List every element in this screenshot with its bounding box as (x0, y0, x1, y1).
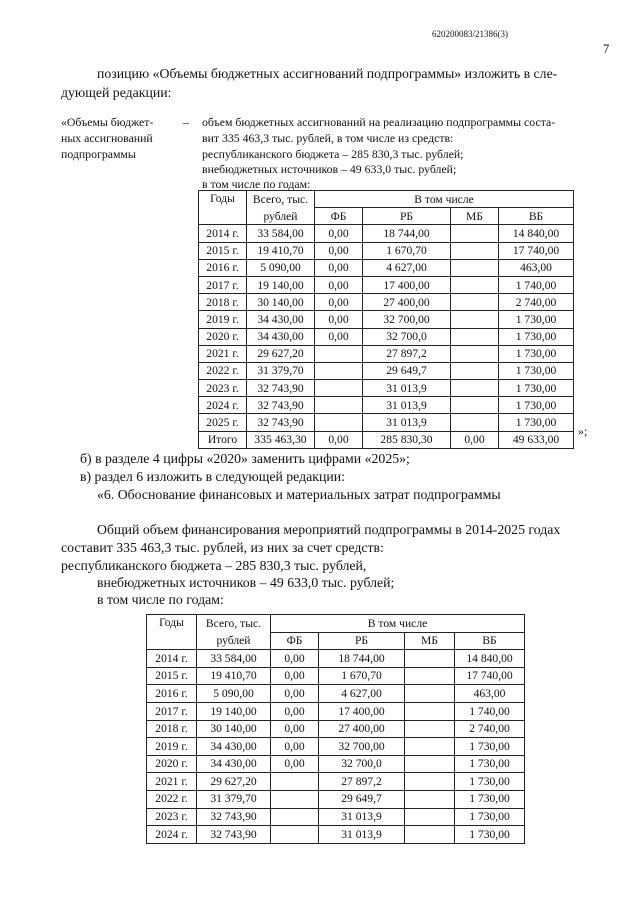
rb-cell: 18 744,00 (319, 650, 405, 668)
total-cell: 29 627,20 (247, 345, 315, 362)
rb-cell: 32 700,00 (363, 311, 451, 328)
document-id: 620200083/21386(3) (432, 29, 508, 39)
summary-line-1: Общий объем финансирования мероприятий подпрограммы в 2014-2025 годах (97, 522, 561, 537)
total-cell: 34 430,00 (197, 755, 271, 773)
year-cell: 2014 г. (199, 225, 247, 242)
total-cell: 335 463,30 (247, 431, 315, 448)
intro-line-2: дующей редакции: (61, 85, 172, 100)
fb-cell: 0,00 (271, 738, 319, 756)
vb-cell: 2 740,00 (499, 294, 574, 311)
year-cell: 2025 г. (199, 414, 247, 431)
col-header-group: В том числе (271, 615, 525, 633)
col-header-years: Годы (199, 191, 247, 225)
col-header-fb: ФБ (315, 208, 363, 225)
col-header-years: Годы (147, 615, 197, 650)
summary-line-5: в том числе по годам: (97, 592, 224, 607)
vb-cell: 17 740,00 (499, 242, 574, 259)
table-row (199, 276, 574, 293)
rb-cell: 27 400,00 (319, 720, 405, 738)
position-label-line-3: подпрограммы (61, 147, 136, 161)
fb-cell (271, 790, 319, 808)
col-header-total-unit: рублей (197, 632, 271, 650)
mb-cell (405, 826, 455, 844)
year-cell: Итого (199, 431, 247, 448)
mb-cell (405, 738, 455, 756)
rb-cell: 32 700,0 (363, 328, 451, 345)
vb-cell: 1 730,00 (499, 414, 574, 431)
mb-cell (451, 380, 499, 397)
mb-cell (451, 294, 499, 311)
total-cell: 32 743,90 (247, 397, 315, 414)
year-cell: 2024 г. (147, 826, 197, 844)
fb-cell: 0,00 (271, 720, 319, 738)
vb-cell: 1 730,00 (499, 362, 574, 379)
table-row (199, 225, 574, 242)
table-row (147, 720, 525, 738)
position-text-line-2: вит 335 463,3 тыс. рублей, в том числе из средств: (202, 131, 454, 145)
rb-cell: 27 897,2 (363, 345, 451, 362)
table-row (147, 738, 525, 756)
mb-cell (451, 328, 499, 345)
vb-cell: 1 730,00 (455, 808, 525, 826)
total-cell: 32 743,90 (197, 808, 271, 826)
col-header-rb: РБ (363, 208, 451, 225)
vb-cell: 1 730,00 (499, 311, 574, 328)
table-row (199, 294, 574, 311)
page-number: 7 (603, 42, 610, 56)
mb-cell (405, 702, 455, 720)
table-row (147, 826, 525, 844)
fb-cell: 0,00 (271, 667, 319, 685)
mb-cell (405, 755, 455, 773)
mb-cell (451, 345, 499, 362)
total-cell: 19 140,00 (247, 276, 315, 293)
year-cell: 2017 г. (199, 276, 247, 293)
fb-cell: 0,00 (315, 294, 363, 311)
vb-cell: 1 730,00 (455, 755, 525, 773)
col-header-group: В том числе (315, 191, 574, 208)
col-header-total: Всего, тыс. (247, 191, 315, 208)
mb-cell (451, 397, 499, 414)
position-dash: – (183, 115, 189, 129)
table-row (199, 397, 574, 414)
table-row (147, 702, 525, 720)
fb-cell: 0,00 (315, 242, 363, 259)
total-cell: 32 743,90 (247, 414, 315, 431)
vb-cell: 1 740,00 (499, 276, 574, 293)
vb-cell: 1 730,00 (455, 773, 525, 791)
total-cell: 30 140,00 (197, 720, 271, 738)
fb-cell (315, 362, 363, 379)
year-cell: 2016 г. (147, 685, 197, 703)
vb-cell: 2 740,00 (455, 720, 525, 738)
summary-line-2: составит 335 463,3 тыс. рублей, из них за счет средств: (61, 540, 384, 555)
total-cell: 31 379,70 (197, 790, 271, 808)
fb-cell: 0,00 (271, 702, 319, 720)
col-header-mb: МБ (405, 632, 455, 650)
vb-cell: 1 730,00 (455, 826, 525, 844)
mb-cell (405, 667, 455, 685)
summary-line-3: республиканского бюджета – 285 830,3 тыс. рублей, (61, 558, 367, 573)
change-b: б) в разделе 4 цифры «2020» заменить цифрами «2025»; (80, 451, 410, 466)
table-row (199, 311, 574, 328)
mb-cell (451, 311, 499, 328)
quote-close: »; (578, 424, 588, 438)
vb-cell: 463,00 (455, 685, 525, 703)
rb-cell: 32 700,00 (319, 738, 405, 756)
year-cell: 2020 г. (147, 755, 197, 773)
fb-cell: 0,00 (271, 650, 319, 668)
rb-cell: 31 013,9 (363, 397, 451, 414)
rb-cell: 32 700,0 (319, 755, 405, 773)
mb-cell (451, 225, 499, 242)
vb-cell: 1 730,00 (455, 738, 525, 756)
total-cell: 33 584,00 (247, 225, 315, 242)
total-cell: 19 410,70 (197, 667, 271, 685)
table-row (147, 685, 525, 703)
fb-cell (271, 826, 319, 844)
year-cell: 2014 г. (147, 650, 197, 668)
year-cell: 2021 г. (147, 773, 197, 791)
year-cell: 2019 г. (199, 311, 247, 328)
table-row (147, 808, 525, 826)
mb-cell (451, 242, 499, 259)
section-6-title: «6. Обоснование финансовых и материальных затрат подпрограммы (97, 487, 501, 502)
year-cell: 2022 г. (147, 790, 197, 808)
fb-cell: 0,00 (315, 431, 363, 448)
total-cell: 34 430,00 (247, 311, 315, 328)
fb-cell (271, 773, 319, 791)
rb-cell: 17 400,00 (363, 276, 451, 293)
rb-cell: 285 830,30 (363, 431, 451, 448)
rb-cell: 17 400,00 (319, 702, 405, 720)
vb-cell: 17 740,00 (455, 667, 525, 685)
col-header-mb: МБ (451, 208, 499, 225)
fb-cell: 0,00 (315, 276, 363, 293)
col-header-rb: РБ (319, 632, 405, 650)
year-cell: 2022 г. (199, 362, 247, 379)
year-cell: 2016 г. (199, 259, 247, 276)
total-cell: 34 430,00 (247, 328, 315, 345)
col-header-total-unit: рублей (247, 208, 315, 225)
rb-cell: 1 670,70 (363, 242, 451, 259)
fb-cell: 0,00 (315, 259, 363, 276)
table-row (147, 650, 525, 668)
col-header-vb: ВБ (455, 632, 525, 650)
col-header-fb: ФБ (271, 632, 319, 650)
fb-cell (315, 380, 363, 397)
position-label-line-1: «Объемы бюджет- (61, 115, 154, 129)
rb-cell: 29 649,7 (319, 790, 405, 808)
rb-cell: 27 400,00 (363, 294, 451, 311)
mb-cell (451, 259, 499, 276)
fb-cell: 0,00 (271, 755, 319, 773)
year-cell: 2021 г. (199, 345, 247, 362)
vb-cell: 1 740,00 (455, 702, 525, 720)
vb-cell: 1 730,00 (455, 790, 525, 808)
rb-cell: 1 670,70 (319, 667, 405, 685)
vb-cell: 14 840,00 (499, 225, 574, 242)
vb-cell: 463,00 (499, 259, 574, 276)
year-cell: 2015 г. (147, 667, 197, 685)
total-cell: 32 743,90 (197, 826, 271, 844)
total-cell: 34 430,00 (197, 738, 271, 756)
table-row (147, 773, 525, 791)
rb-cell: 31 013,9 (319, 808, 405, 826)
vb-cell: 14 840,00 (455, 650, 525, 668)
vb-cell: 1 730,00 (499, 345, 574, 362)
budget-table-position (198, 190, 574, 449)
vb-cell: 49 633,00 (499, 431, 574, 448)
year-cell: 2017 г. (147, 702, 197, 720)
mb-cell (405, 790, 455, 808)
mb-cell (405, 773, 455, 791)
rb-cell: 31 013,9 (319, 826, 405, 844)
position-label-line-2: ных ассигнований (61, 131, 153, 145)
position-text-line-5: в том числе по годам: (202, 177, 311, 191)
rb-cell: 31 013,9 (363, 414, 451, 431)
table-row (199, 362, 574, 379)
position-text-line-4: внебюджетных источников – 49 633,0 тыс. рублей; (202, 162, 457, 176)
col-header-total: Всего, тыс. (197, 615, 271, 633)
fb-cell (315, 345, 363, 362)
rb-cell: 29 649,7 (363, 362, 451, 379)
fb-cell (271, 808, 319, 826)
mb-cell (405, 720, 455, 738)
total-cell: 30 140,00 (247, 294, 315, 311)
vb-cell: 1 730,00 (499, 380, 574, 397)
total-cell: 29 627,20 (197, 773, 271, 791)
table-row (147, 667, 525, 685)
mb-cell (451, 276, 499, 293)
rb-cell: 18 744,00 (363, 225, 451, 242)
rb-cell: 4 627,00 (363, 259, 451, 276)
year-cell: 2023 г. (199, 380, 247, 397)
year-cell: 2018 г. (147, 720, 197, 738)
mb-cell (451, 362, 499, 379)
rb-cell: 31 013,9 (363, 380, 451, 397)
total-cell: 31 379,70 (247, 362, 315, 379)
year-cell: 2018 г. (199, 294, 247, 311)
rb-cell: 27 897,2 (319, 773, 405, 791)
year-cell: 2015 г. (199, 242, 247, 259)
table-row (199, 345, 574, 362)
position-text-line-1: объем бюджетных ассигнований на реализацию подпрограммы соста- (202, 115, 556, 129)
mb-cell (405, 808, 455, 826)
fb-cell (315, 397, 363, 414)
total-cell: 19 140,00 (197, 702, 271, 720)
col-header-vb: ВБ (499, 208, 574, 225)
mb-cell: 0,00 (451, 431, 499, 448)
change-v: в) раздел 6 изложить в следующей редакции: (80, 469, 345, 484)
table-row (199, 242, 574, 259)
total-cell: 32 743,90 (247, 380, 315, 397)
table-row (199, 259, 574, 276)
fb-cell: 0,00 (315, 328, 363, 345)
budget-table-section-6 (146, 614, 525, 844)
intro-line-1: позицию «Объемы бюджетных ассигнований подпрограммы» изложить в сле- (97, 66, 558, 81)
fb-cell: 0,00 (315, 225, 363, 242)
table-row (199, 414, 574, 431)
total-cell: 5 090,00 (197, 685, 271, 703)
rb-cell: 4 627,00 (319, 685, 405, 703)
total-cell: 33 584,00 (197, 650, 271, 668)
table-row (147, 790, 525, 808)
year-cell: 2024 г. (199, 397, 247, 414)
vb-cell: 1 730,00 (499, 328, 574, 345)
table-row (147, 755, 525, 773)
vb-cell: 1 730,00 (499, 397, 574, 414)
total-cell: 19 410,70 (247, 242, 315, 259)
mb-cell (405, 650, 455, 668)
year-cell: 2020 г. (199, 328, 247, 345)
mb-cell (451, 414, 499, 431)
fb-cell: 0,00 (271, 685, 319, 703)
total-cell: 5 090,00 (247, 259, 315, 276)
position-text-line-3: республиканского бюджета – 285 830,3 тыс. рублей; (202, 147, 464, 161)
mb-cell (405, 685, 455, 703)
summary-line-4: внебюджетных источников – 49 633,0 тыс. рублей; (97, 575, 395, 590)
table-row (199, 380, 574, 397)
fb-cell: 0,00 (315, 311, 363, 328)
fb-cell (315, 414, 363, 431)
table-row (199, 431, 574, 448)
year-cell: 2023 г. (147, 808, 197, 826)
year-cell: 2019 г. (147, 738, 197, 756)
table-row (199, 328, 574, 345)
